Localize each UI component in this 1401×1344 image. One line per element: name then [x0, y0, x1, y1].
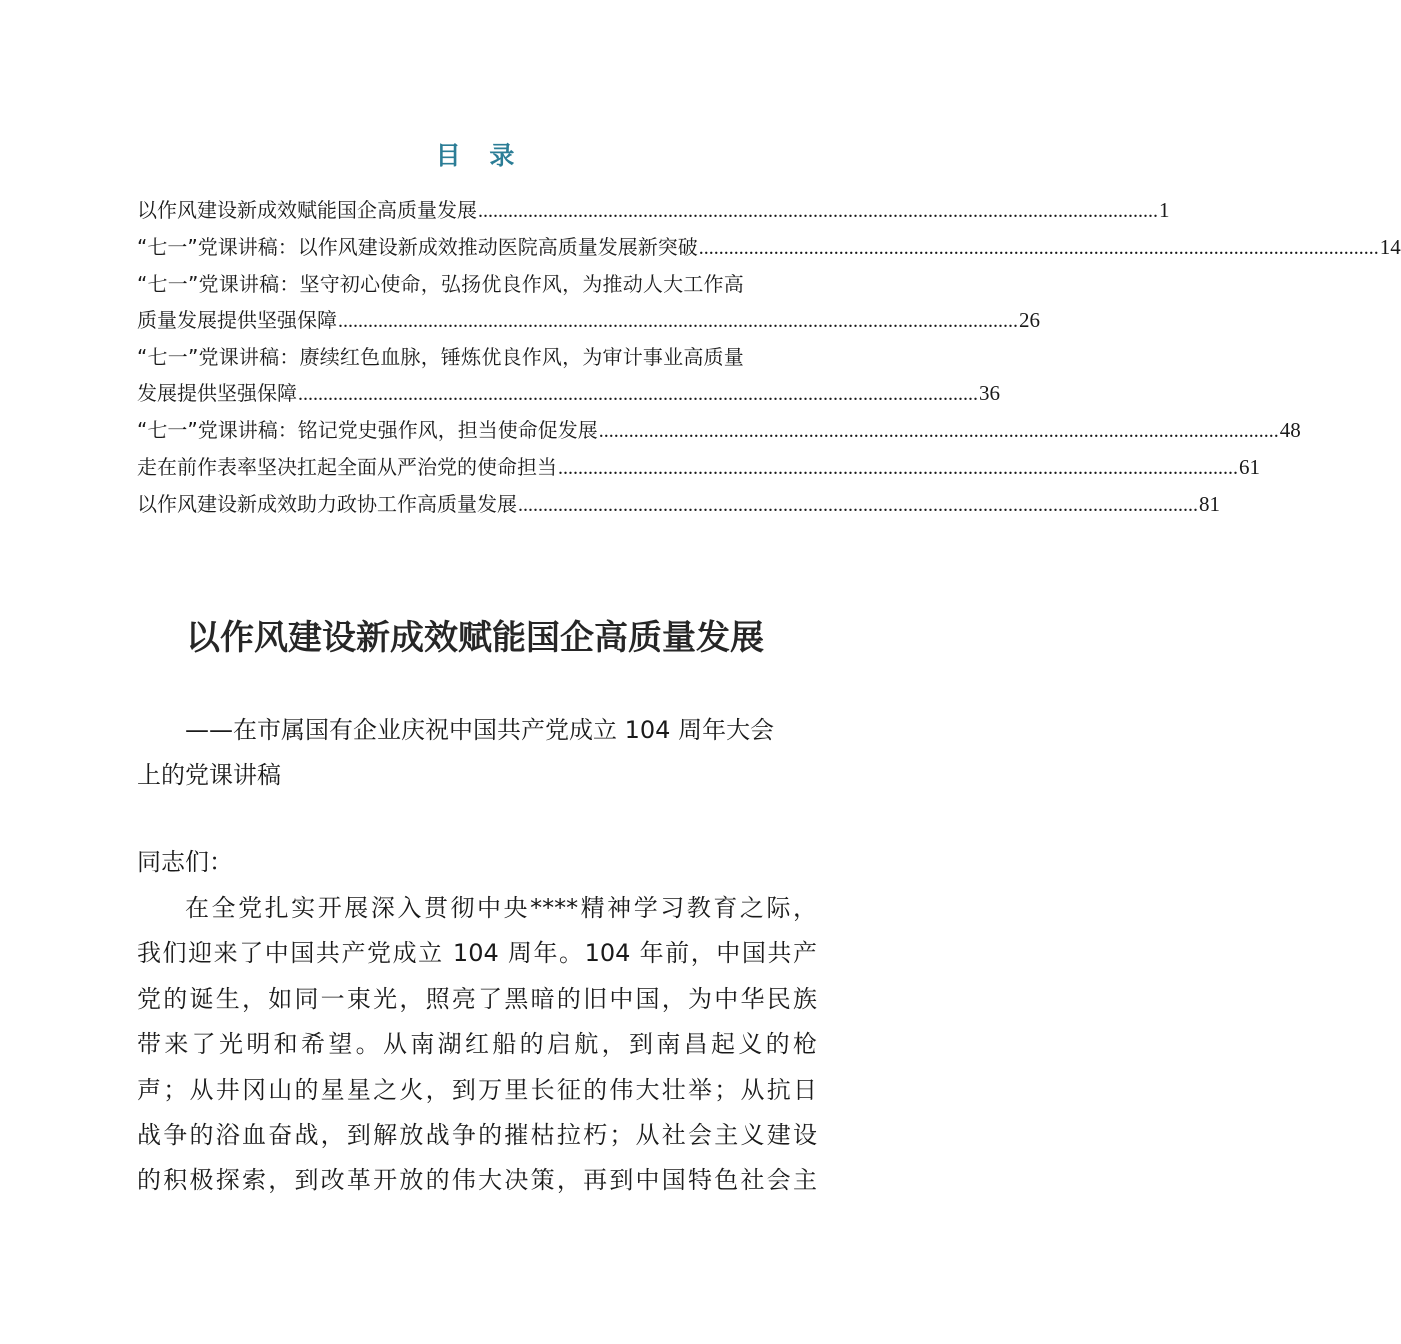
table-of-contents — [137, 192, 1401, 523]
toc-entry[interactable] — [137, 229, 1401, 266]
subtitle-line: ——在市属国有企业庆祝中国共产党成立 104 周年大会 — [185, 716, 775, 744]
toc-entry[interactable] — [137, 486, 1220, 523]
toc-entry[interactable] — [137, 192, 1170, 229]
toc-leader-dots: ........................................................................................................................................ — [558, 457, 1238, 479]
paragraph-line: 战争的浴血奋战，到解放战争的摧枯拉朽；从社会主义建设 — [137, 1121, 817, 1150]
toc-leader-dots: ........................................................................................................................................ — [338, 310, 1018, 332]
paragraph-line: 我们迎来了中国共产党成立 104 周年。104 年前，中国共产 — [137, 939, 817, 968]
toc-entry-page: 48 — [1279, 418, 1301, 442]
paragraph-line: 声；从井冈山的星星之火，到万里长征的伟大壮举；从抗日 — [137, 1075, 817, 1104]
toc-entry[interactable] — [137, 412, 1301, 449]
toc-entry-page: 61 — [1239, 455, 1260, 479]
subtitle-line: 上的党课讲稿 — [137, 761, 281, 789]
toc-entry-title: “七一”党课讲稿：铭记党史强作风，担当使命促发展 — [137, 418, 598, 442]
toc-entry-title-line1: “七一”党课讲稿：赓续红色血脉，锤炼优良作风，为审计事业高质量 — [137, 345, 744, 369]
toc-entry-page: 1 — [1159, 198, 1170, 222]
toc-entry[interactable] — [137, 449, 1260, 486]
toc-entry-page: 36 — [979, 381, 1000, 405]
toc-leader-dots: ........................................................................................................................................ — [478, 200, 1158, 222]
greeting: 同志们： — [137, 848, 233, 876]
toc-leader-dots: ........................................................................................................................................ — [598, 420, 1279, 442]
article-subtitle — [137, 708, 817, 798]
body-paragraph — [137, 886, 817, 1204]
toc-leader-dots: ........................................................................................................................................ — [518, 494, 1198, 516]
paragraph-line: 在全党扎实开展深入贯彻中央****精神学习教育之际， — [185, 894, 817, 922]
toc-leader-dots: ........................................................................................................................................ — [698, 237, 1379, 259]
toc-entry-title: 以作风建设新成效助力政协工作高质量发展 — [137, 492, 517, 516]
toc-entry-page: 26 — [1019, 308, 1040, 332]
toc-title: 目 录 — [435, 141, 525, 170]
toc-entry[interactable] — [137, 339, 1000, 412]
toc-entry-title-line1: “七一”党课讲稿：坚守初心使命，弘扬优良作风，为推动人大工作高 — [137, 272, 744, 296]
article-title: 以作风建设新成效赋能国企高质量发展 — [186, 618, 764, 658]
toc-leader-dots: ........................................................................................................................................ — [298, 383, 978, 405]
toc-entry-title: 以作风建设新成效赋能国企高质量发展 — [137, 198, 477, 222]
toc-entry-title: “七一”党课讲稿：以作风建设新成效推动医院高质量发展新突破 — [137, 235, 698, 259]
paragraph-line: 的积极探索，到改革开放的伟大决策，再到中国特色社会主 — [137, 1166, 817, 1195]
toc-entry-title: 质量发展提供坚强保障 — [137, 308, 337, 332]
paragraph-line: 党的诞生，如同一束光，照亮了黑暗的旧中国，为中华民族 — [137, 984, 817, 1013]
paragraph-line: 带来了光明和希望。从南湖红船的启航，到南昌起义的枪 — [137, 1030, 817, 1059]
toc-entry-title: 发展提供坚强保障 — [137, 381, 297, 405]
toc-entry-page: 81 — [1199, 492, 1220, 516]
toc-entry-title: 走在前作表率坚决扛起全面从严治党的使命担当 — [137, 455, 557, 479]
toc-entry-page: 14 — [1379, 235, 1401, 259]
toc-entry[interactable] — [137, 266, 1040, 339]
